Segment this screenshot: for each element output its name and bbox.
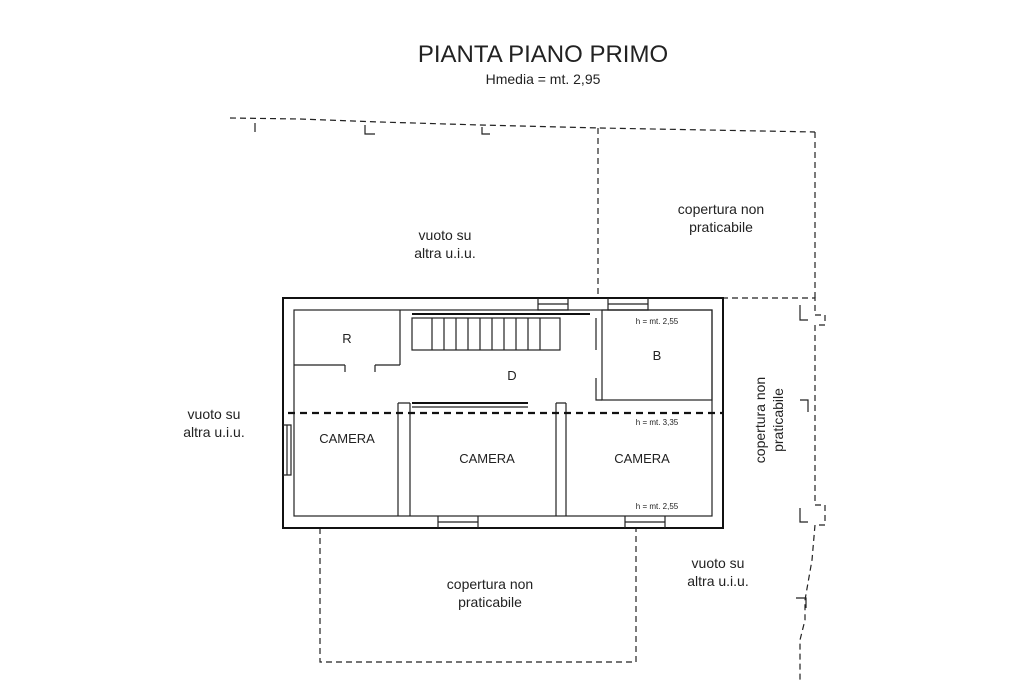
staircase-treads — [432, 318, 540, 350]
label-copertura-bottom-2: praticabile — [458, 594, 522, 610]
plan-title: PIANTA PIANO PRIMO — [417, 41, 669, 68]
room-label-camera-mid: CAMERA — [459, 451, 515, 466]
label-copertura-bottom-1: copertura non — [446, 576, 534, 592]
partition-left — [398, 403, 410, 516]
label-vuoto-bottom-1: vuoto su — [691, 555, 745, 571]
staircase — [412, 318, 560, 350]
room-label-r: R — [342, 331, 352, 346]
label-vuoto-left-1: vuoto su — [187, 406, 241, 422]
label-copertura-top-2: praticabile — [689, 219, 753, 235]
label-vuoto-bottom-2: altra u.i.u. — [687, 573, 749, 589]
height-note-bagno: h = mt. 2,55 — [635, 317, 679, 326]
label-vuoto-top-1: vuoto su — [418, 227, 472, 243]
label-copertura-top-1: copertura non — [677, 201, 765, 217]
height-note-low: h = mt. 2,55 — [635, 502, 679, 511]
room-label-camera-right: CAMERA — [614, 451, 670, 466]
west-window — [283, 425, 291, 475]
room-label-d: D — [507, 368, 517, 383]
label-copertura-right-2: praticabile — [770, 388, 786, 452]
south-window-2 — [625, 516, 665, 528]
label-vuoto-top-2: altra u.i.u. — [414, 245, 476, 261]
partition-right — [556, 403, 566, 516]
roof-right-outline — [722, 298, 825, 682]
plan-subtitle: Hmedia = mt. 2,95 — [485, 71, 601, 87]
north-window-1 — [538, 298, 568, 310]
bathroom-door-jambs — [596, 318, 602, 400]
height-note-mid: h = mt. 3,35 — [635, 418, 679, 427]
roof-right-ticks — [796, 305, 808, 608]
label-copertura-right-1: copertura non — [752, 376, 768, 464]
label-vuoto-left-2: altra u.i.u. — [183, 424, 245, 440]
north-window-2 — [608, 298, 648, 310]
south-window-1 — [438, 516, 478, 528]
room-label-camera-left: CAMERA — [319, 431, 375, 446]
top-boundary-line — [230, 118, 815, 132]
room-label-b: B — [652, 348, 662, 363]
label-copertura-right — [752, 377, 786, 463]
